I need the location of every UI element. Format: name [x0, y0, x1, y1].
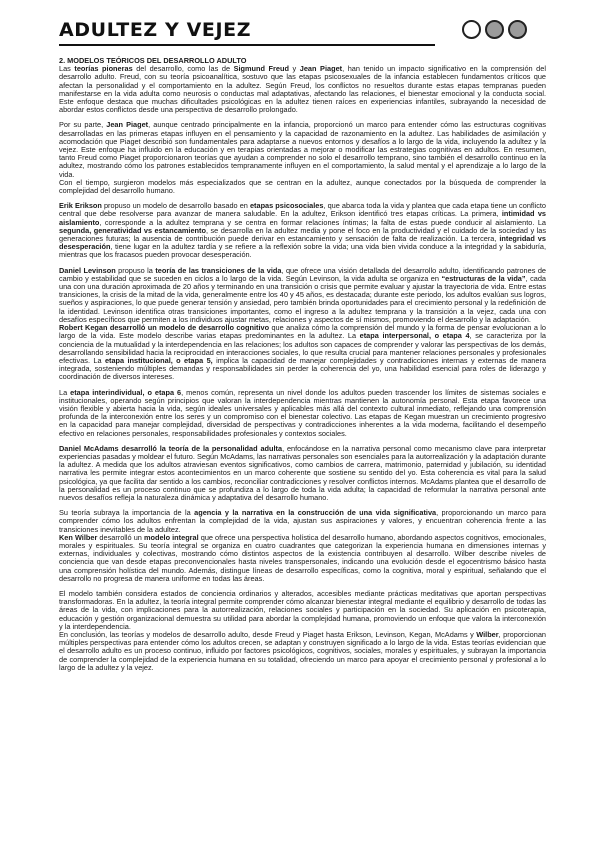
text: , proporcionando un marco para comprender cómo los adultos enfrentan la complejidad de la vida, ajustan sus aspiraciones y valores, y encuentran coherencia frente a las transiciones inevitables de la adultez.: [59, 508, 547, 534]
bold-text: “estructuras de la vida”: [441, 273, 526, 283]
text: Con el tiempo, surgieron modelos más especializados que se centran en la adultez, aunque conectados por la búsqueda de comprender la complejidad del desarrollo humano.: [59, 177, 546, 196]
text: La: [59, 387, 71, 397]
text: , tiene lugar en la adultez tardía y se refiere a la reflexión sobre la vida; una vida bien vivida conduce a la integridad y la sabiduría, mientras que los fracasos pueden provocar desesperación.: [59, 242, 546, 260]
bold-text: integridad vs desesperación: [59, 234, 546, 252]
header-circle-icon-3: [508, 20, 527, 39]
bold-text: etapas psicosociales: [249, 201, 324, 211]
paragraph-freud: [59, 65, 546, 114]
text: , se caracteriza por la conciencia de la mutualidad y la interdependencia en las relaciones; los adultos son capaces de comprender y valorar las perspectivas de los demás, desarrollando sensibilidad hacia la reciprocidad en interacciones sociales, lo que resulta crucial para mantener relaciones personales y profesionales efectivas. La: [59, 331, 547, 365]
text: y: [288, 64, 300, 74]
bold-text: agencia y la narrativa en la construcción de una vida significativa: [194, 508, 437, 518]
bold-text: etapa interpersonal, o etapa 4: [359, 331, 470, 341]
text: implica la capacidad de manejar complejidades y contradicciones internas y externas de manera integrada, sosteniendo múltiples demandas y responsabilidades sin perder la coherencia del yo, una habilidad esencial para roles de liderazgo y coordinación de diversos intereses.: [59, 355, 546, 382]
bold-text: Jean Piaget: [106, 120, 149, 130]
paragraph-wilber: [59, 509, 546, 583]
text: del desarrollo, como las de: [132, 64, 234, 74]
bold-text: Sigmund Freud: [233, 64, 289, 74]
text: , que ofrece una visión detallada del desarrollo adulto, identificando patrones de cambio y estabilidad que se suceden en ciclos a lo largo de la vida. Según Levinson, la vida adulta se organiza en: [59, 265, 546, 283]
bold-text: Robert Kegan desarrolló un modelo de desarrollo cognitivo: [59, 323, 270, 333]
text: propuso la: [115, 265, 156, 275]
text: , corresponde a la adultez temprana y se centra en formar relaciones íntimas; la falta de estas puede conducir al aislamiento. La: [99, 217, 546, 227]
document-body: [59, 57, 546, 672]
text: que analiza cómo la comprensión del mundo y la forma de pensar evolucionan a lo largo de la vida. Este modelo describe varias etapas predominantes en la adultez. La: [59, 323, 546, 341]
text: , que abarca toda la vida y plantea que cada etapa tiene un conflicto central que debe resolverse para avanzar de manera saludable. En la adultez, Erikson identificó tres etapas críticas. La primera,: [59, 201, 546, 219]
header-rule: [59, 44, 435, 46]
paragraph-levinson-kegan: [59, 267, 546, 382]
text: Las: [59, 64, 75, 74]
bold-text: Ken Wilber: [59, 532, 98, 542]
paragraph-kegan-stage6: [59, 389, 546, 438]
paragraph-mcadams: [59, 445, 546, 502]
text: , menos común, representa un nivel donde los adultos pueden trascender los límites de sistemas sociales e institucionales, operando según principios que valoran la interdependencia mientras mantienen la autonomía personal. Esta etapa favorece una visión flexible y abierta hacia la vida, según ideales universales y aplicables más allá del contexto cultural inmediato, reflejando una comprensión profunda de la interconexión entre los seres y un compromiso con el bienestar colectivo. Las etapas de Kegan muestran un crecimiento progresivo en la capacidad para manejar complejidad, diversidad de perspectivas y contradicciones inherentes a la vida moderna, facilitando el desempeño efectivo en relaciones personales, responsabilidades profesionales y contextos sociales.: [59, 387, 547, 438]
text: El modelo también considera estados de conciencia ordinarios y alterados, accesibles mediante prácticas meditativas que aportan perspectivas transformadoras. En la adultez, la teoría integral permite comprender cómo alcanzar bienestar integral mediante el equilibrio y desarrollo de todas las áreas de la vida, con implicaciones para la autorrealización, relaciones sociales y participación en la sociedad. Su aplicación en psicoterapia, educación y gestión organizacional demuestra su utilidad para abordar la complejidad humana, promoviendo un enfoque que valora la interconexión y la interdependencia.: [59, 588, 546, 631]
text: desarrolló un: [97, 532, 144, 542]
bold-text: etapa interindividual, o etapa 6: [70, 387, 182, 397]
bold-text: Jean Piaget: [299, 64, 343, 74]
bold-text: Daniel Levinson: [59, 265, 116, 275]
text: , cada una con una duración aproximada de 20 años y terminando en una transición o crisis que permite evaluar y ajustar la trayectoria de vida. Entre estas transiciones, la crisis de la mitad de la vida, generalmente entre los 40 y 45 años, es destacada; durante este periodo, los adultos evalúan sus logros, sueños y aspiraciones, lo que puede generar tensión y ansiedad, pero también brinda oportunidades para el crecimiento personal y la redefinición de la identidad. Levinson identifica otras transiciones importantes, como el ingreso a la adultez temprana y la transición a la vejez, cada una con desafíos específicos que permiten a los individuos ajustar metas, relaciones y aspectos de sí mismos, promoviendo el desarrollo y la adaptación.: [59, 273, 546, 324]
text: , aunque centrado principalmente en la infancia, proporcionó un marco para entender cómo las estructuras cognitivas desarrolladas en las primeras etapas influyen en el pensamiento y la capacidad de razonamiento en la adultez. Las habilidades de asimilación y acomodación que Piaget describió son fundamentales para adaptarse a nuevos entornos y desafíos a lo largo de la vida, incluyendo la adultez y la vejez. Este enfoque ha influido en la educación y en terapias orientadas a mejorar o modificar las estrategias cognitivas en adultos. En resumen, tanto Freud como Piaget proporcionaron teorías que ayudan a comprender no solo el desarrollo temprano, sino también el desarrollo continuo en la adultez, mostrando cómo los patrones establecidos tempranamente influyen en el comportamiento, la salud mental y el aprendizaje a lo largo de la vida.: [59, 120, 546, 179]
bold-text: Wilber: [476, 630, 499, 639]
text: , se desarrolla en la adultez media y pone el foco en la productividad y el cuidado de la sociedad y las generaciones futuras; la ausencia de contribución puede derivar en estancamiento y sensación de falta de realización. La tercera,: [59, 225, 546, 244]
bold-text: Daniel McAdams desarrolló la teoría de la personalidad adulta: [59, 443, 283, 453]
text: que ofrece una perspectiva holística del desarrollo humano, abordando aspectos cognitivos, emocionales, morales y espirituales. Su teoría integral se organiza en cuatro cuadrantes que categorizan la experiencia humana en dimensiones internas y externas, individuales y colectivas, mostrando cómo distintos aspectos de la existencia contribuyen al desarrollo. Wilber describe niveles de conciencia que van desde etapas preconvencionales hasta niveles transpersonales, indicando una evolución desde el egocentrismo básico hasta una comprensión holística del mundo. Además, distingue líneas de desarrollo específicas, como la cognitiva, moral y espiritual, señalando que el desarrollo no progresa de manera uniforme en todas las áreas.: [59, 532, 547, 583]
text: propuso un modelo de desarrollo basado en: [101, 201, 250, 211]
bold-text: Erik Erikson: [59, 201, 102, 211]
text: Su teoría subraya la importancia de la: [59, 508, 195, 518]
page-title: ADULTEZ Y VEJEZ: [59, 19, 252, 41]
text: , enfocándose en la narrativa personal como mecanismo clave para interpretar experiencias pasadas y moldear el futuro. Según McAdams, las narrativas personales son esenciales para la autorrealización y la adaptación durante la adultez. A medida que los adultos atraviesan eventos significativos, como cambios de carrera, matrimonio, paternidad y jubilación, su identidad narrativa les permite integrar estos acontecimientos en un marco coherente que sostiene su sentido del yo. Esta coherencia es vital para la salud psicológica, ya que facilita dar sentido a los cambios, reconciliar contradicciones y resolver conflictos internos. McAdams plantea que el desarrollo de la personalidad es un proceso continuo que se profundiza a lo largo de toda la vida adulta; la capacidad de reformular la narrativa personal ante nuevos desafíos refleja la naturaleza dinámica y adaptativa del desarrollo humano.: [59, 443, 547, 502]
header-circle-icon-1: [462, 20, 481, 39]
bold-text: teoría de las transiciones de la vida: [155, 265, 282, 275]
page-header: [0, 0, 600, 48]
text: Por su parte,: [59, 120, 107, 130]
paragraph-erikson: [59, 202, 546, 259]
text: , proporcionan múltiples perspectivas para entender cómo los adultos crecen, se adaptan y construyen significado a lo largo de la vida. Estas teorías evidencian que el desarrollo adulto es un proceso continuo, influido por factores psicológicos, cognitivos, sociales, morales y espirituales, y subrayan la importancia de comprender la complejidad de la experiencia humana en su totalidad, ofreciendo un marco para apoyar el crecimiento personal y profesional a lo largo de la adultez y la vejez.: [59, 630, 547, 672]
bold-text: etapa institucional, o etapa 5,: [104, 355, 213, 365]
bold-text: modelo integral: [143, 532, 199, 542]
section-heading: 2. MODELOS TEÓRICOS DEL DESARROLLO ADULTO: [59, 56, 247, 65]
text: En conclusión, las teorías y modelos de desarrollo adulto, desde Freud y Piaget hasta Erikson, Levinson, Kegan, McAdams y: [59, 630, 477, 639]
text: , han tenido un impacto significativo en la comprensión del desarrollo adulto. Freud, con su teoría psicoanalítica, sostuvo que las etapas psicosexuales de la infancia establecen fundamentos críticos que afectan la personalidad y el comportamiento en la adultez. Según Freud, los conflictos no resueltos durante estas etapas tempranas pueden manifestarse en la vida adulta como neurosis o conductas mal adaptativas, afectando las relaciones, el bienestar emocional y la conducta social. Este enfoque destaca que muchas dificultades psicológicas en la adultez tienen raíces en experiencias infantiles, subrayando la necesidad de abordar estos conflictos desde una perspectiva de desarrollo prolongado.: [59, 64, 546, 115]
paragraph-conclusion: [59, 590, 546, 672]
bold-text: segunda, generatividad vs estancamiento: [59, 225, 206, 235]
header-circle-icon-2: [485, 20, 504, 39]
paragraph-piaget: [59, 121, 546, 195]
bold-text: teorías pioneras: [74, 64, 133, 74]
bold-text: intimidad vs aislamiento: [59, 209, 546, 227]
